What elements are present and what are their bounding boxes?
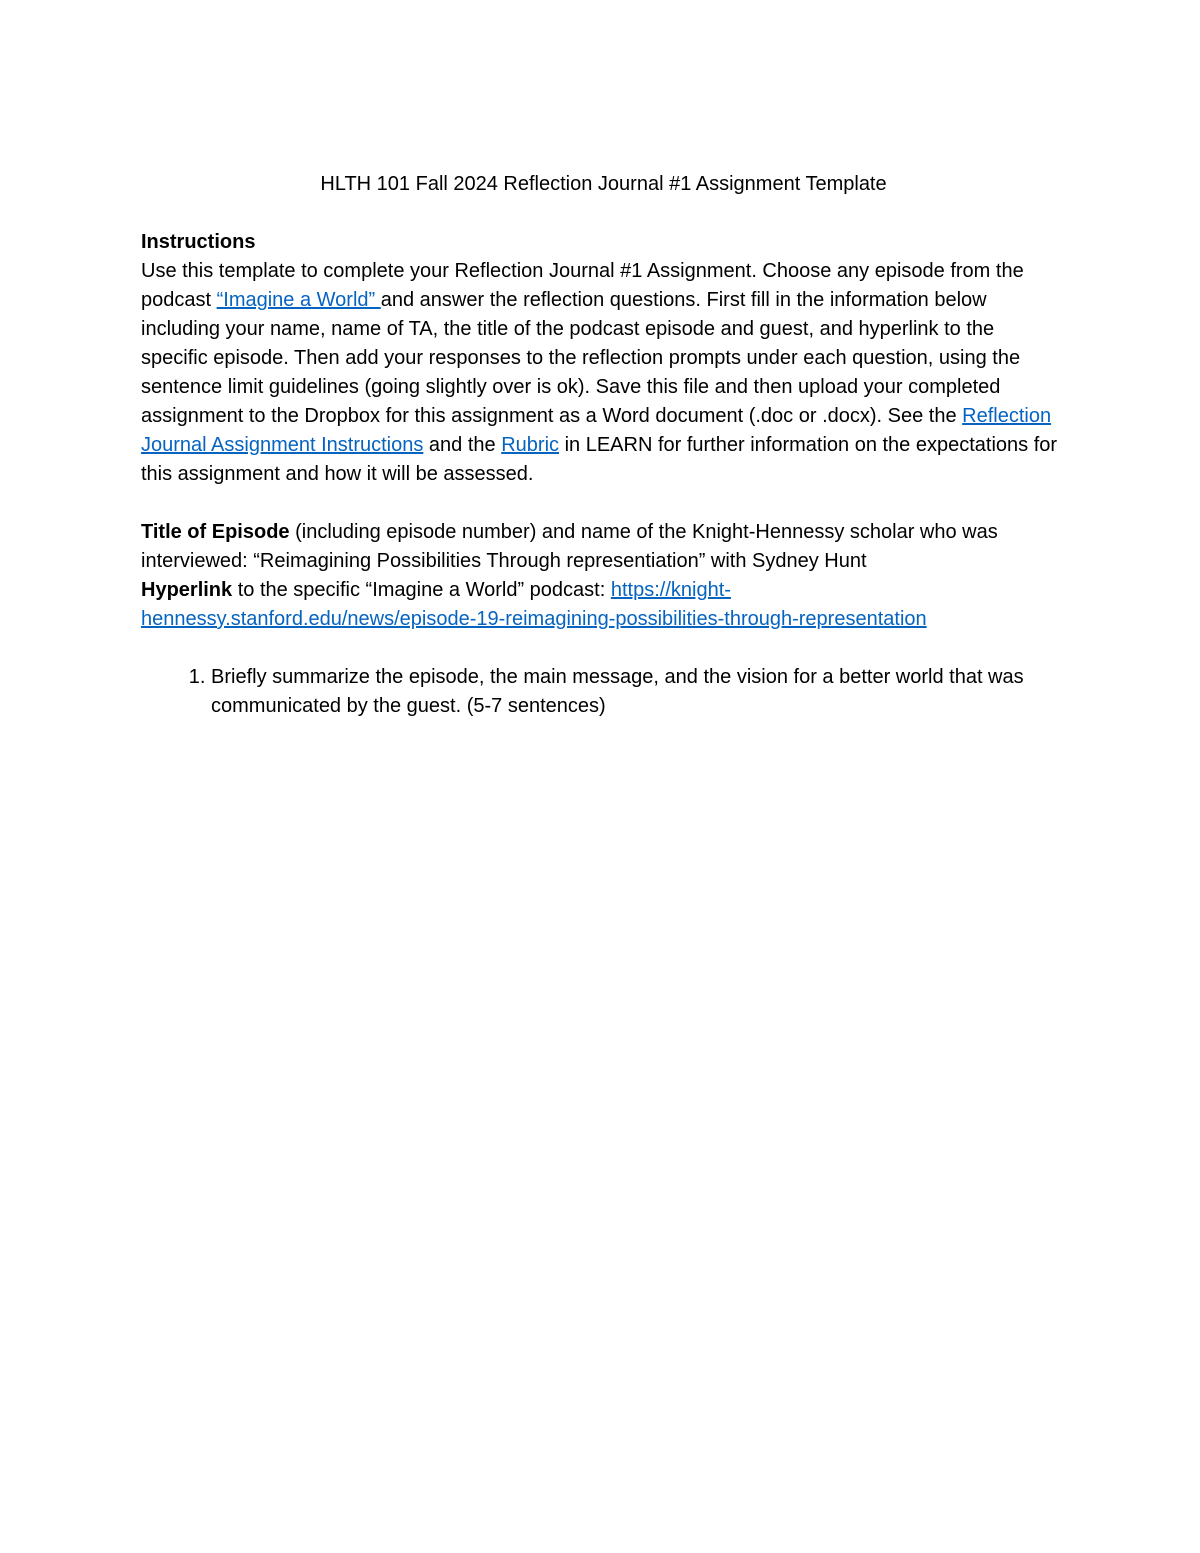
instructions-heading: Instructions	[141, 231, 256, 253]
episode-title-text: (including episode number) and name of the Knight-Hennessy scholar who was interviewed: “Reimagining Possibilities Through representiation” with Sydney Hunt	[141, 521, 998, 572]
hyperlink-text: to the specific “Imagine a World” podcast:	[232, 579, 611, 601]
document-title: HLTH 101 Fall 2024 Reflection Journal #1 Assignment Template	[320, 173, 887, 195]
podcast-link[interactable]: “Imagine a World”	[216, 289, 381, 311]
episode-title-paragraph	[141, 518, 1066, 576]
episode-title-label: Title of Episode	[141, 521, 290, 543]
instructions-text-4: in LEARN for further information on the expectations for this assignment and how it will be assessed.	[141, 434, 1058, 485]
instructions-text-2: and answer the reflection questions. First fill in the information below including your name, name of TA, the title of the podcast episode and guest, and hyperlink to the specific episode. Then add your responses to the reflection prompts under each question, using the sentence limit guidelines (going slightly over is ok). Save this file and then upload your completed assignment to the Dropbox for this assignment as a Word document (.doc or .docx). See the	[141, 289, 1021, 427]
question-list	[141, 663, 1066, 721]
instructions-text-1: Use this template to complete your Reflection Journal #1 Assignment. Choose any episode from the podcast	[141, 260, 1024, 311]
hyperlink-label: Hyperlink	[141, 579, 233, 601]
hyperlink-paragraph	[141, 576, 1066, 634]
document-content	[141, 170, 1066, 721]
episode-url-link[interactable]: https://knight-hennessy.stanford.edu/news/episode-19-reimagining-possibilities-through-representation	[141, 579, 927, 630]
question-item: 1. Briefly summarize the episode, the main message, and the vision for a better world that was communicated by the guest. (5-7 sentences)	[211, 663, 1066, 721]
rubric-link[interactable]: Rubric	[501, 434, 560, 456]
instructions-paragraph	[141, 257, 1066, 489]
assignment-instructions-link[interactable]: Reflection Journal Assignment Instructions	[141, 405, 1052, 456]
instructions-text-3: and the	[423, 434, 502, 456]
